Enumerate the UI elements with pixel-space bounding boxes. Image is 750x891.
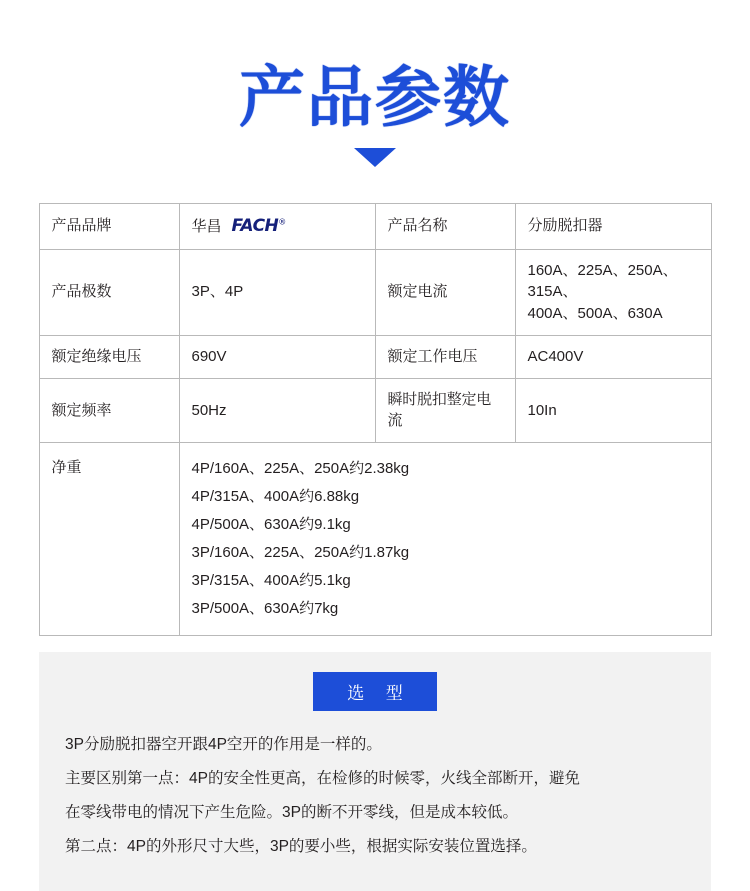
selection-paragraph: 第二点：4P的外形尺寸大些，3P的要小些，根据实际安装位置选择。 xyxy=(65,838,537,856)
fach-logo-text: FACH xyxy=(231,216,279,236)
selection-guide-panel xyxy=(39,652,711,891)
selection-guide-text xyxy=(39,711,711,863)
cell-value-brand xyxy=(179,204,375,250)
weight-item: 3P/500A、630A约7kg xyxy=(191,600,339,618)
table-row xyxy=(39,335,711,378)
cell-value-frequency: 50Hz xyxy=(179,378,375,443)
cell-label-frequency: 额定频率 xyxy=(39,378,179,443)
down-arrow-icon xyxy=(354,148,396,167)
cell-value-rated-current xyxy=(515,249,711,335)
weight-item: 3P/315A、400A约5.1kg xyxy=(191,572,351,590)
table-row xyxy=(39,204,711,250)
cell-label-product-name: 产品名称 xyxy=(375,204,515,250)
cell-label-insulation-voltage: 额定绝缘电压 xyxy=(39,335,179,378)
cell-label-poles: 产品极数 xyxy=(39,249,179,335)
page-title: 产品参数 xyxy=(239,59,511,136)
cell-label-instant-trip-current: 瞬时脱扣整定电流 xyxy=(375,378,515,443)
weight-item: 4P/160A、225A、250A约2.38kg xyxy=(191,460,410,478)
selection-badge-wrap xyxy=(39,672,711,711)
table-row xyxy=(39,249,711,335)
cell-label-net-weight: 净重 xyxy=(39,443,179,636)
registered-mark: ® xyxy=(278,217,286,227)
specification-table xyxy=(39,203,712,636)
weight-item: 3P/160A、225A、250A约1.87kg xyxy=(191,544,410,562)
weight-item: 4P/500A、630A约9.1kg xyxy=(191,516,351,534)
selection-badge: 选 型 xyxy=(313,672,436,711)
table-row xyxy=(39,378,711,443)
brand-name-cn: 华昌 xyxy=(191,218,222,235)
selection-paragraph: 主要区别第一点：4P的安全性更高，在检修的时候零，火线全部断开，避免 xyxy=(65,770,580,788)
table-row-weight xyxy=(39,443,711,636)
cell-value-instant-trip-current: 10In xyxy=(515,378,711,443)
cell-label-working-voltage: 额定工作电压 xyxy=(375,335,515,378)
cell-value-insulation-voltage: 690V xyxy=(179,335,375,378)
selection-paragraph: 3P分励脱扣器空开跟4P空开的作用是一样的。 xyxy=(65,736,382,754)
rated-current-line-2: 400A、500A、630A xyxy=(527,305,663,323)
selection-paragraph: 在零线带电的情况下产生危险。3P的断不开零线，但是成本较低。 xyxy=(65,804,518,822)
rated-current-line-1: 160A、225A、250A、315A、 xyxy=(527,261,678,301)
title-section xyxy=(0,0,750,167)
cell-value-product-name: 分励脱扣器 xyxy=(515,204,711,250)
cell-value-net-weight xyxy=(179,443,711,636)
fach-logo xyxy=(232,214,286,239)
cell-value-poles: 3P、4P xyxy=(179,249,375,335)
cell-label-rated-current: 额定电流 xyxy=(375,249,515,335)
cell-label-brand: 产品品牌 xyxy=(39,204,179,250)
weight-item: 4P/315A、400A约6.88kg xyxy=(191,488,360,506)
cell-value-working-voltage: AC400V xyxy=(515,335,711,378)
